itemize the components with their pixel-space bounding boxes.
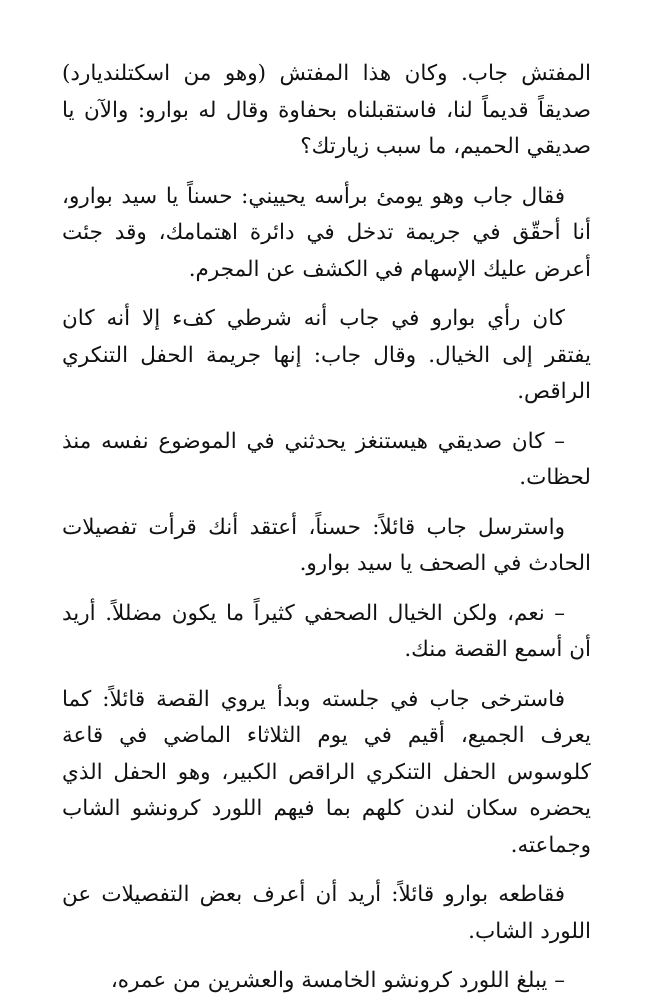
paragraph-9: – يبلغ اللورد كرونشو الخامسة والعشرين من عمره، <box>110 968 565 993</box>
paragraph-4: – كان صديقي هيستنغز يحدثني في الموضوع نفسه منذ لحظات. <box>62 428 591 490</box>
paragraph-1: المفتش جاب. وكان هذا المفتش (وهو من اسكتلنديارد) صديقاً قديماً لنا، فاستقبلناه بحفاوة وقال له بوارو: والآن يا صديقي الحميم، ما سبب زيارتك؟ <box>62 61 591 159</box>
paragraph-6: – نعم، ولكن الخيال الصحفي كثيراً ما يكون مضللاً. أريد أن أسمع القصة منك. <box>62 600 591 662</box>
paragraph-7: فاسترخى جاب في جلسته وبدأ يروي القصة قائلاً: كما يعرف الجميع، أقيم في يوم الثلاثاء الماضي في قاعة كلوسوس الحفل التنكري الراقص الكبير، وهو الحفل الذي يحضره سكان لندن كلهم بما فيهم اللورد كرونشو الشاب وجماعته. <box>62 686 591 858</box>
paragraph-8: فقاطعه بوارو قائلاً: أريد أن أعرف بعض التفصيلات عن اللورد الشاب. <box>62 882 591 944</box>
paragraph-2: فقال جاب وهو يومئ برأسه يحييني: حسناً يا سيد بوارو، أنا أحقّق في جريمة تدخل في دائرة اهتمامك، وقد جئت أعرض عليك الإسهام في الكشف عن المجرم. <box>62 183 591 282</box>
paragraph-3: كان رأي بوارو في جاب أنه شرطي كفء إلا أنه كان يفتقر إلى الخيال. وقال جاب: إنها جريمة الحفل التنكري الراقص. <box>62 306 591 404</box>
book-page <box>62 56 591 993</box>
paragraph-5: واسترسل جاب قائلاً: حسناً، أعتقد أنك قرأت تفصيلات الحادث في الصحف يا سيد بوارو. <box>62 514 591 576</box>
